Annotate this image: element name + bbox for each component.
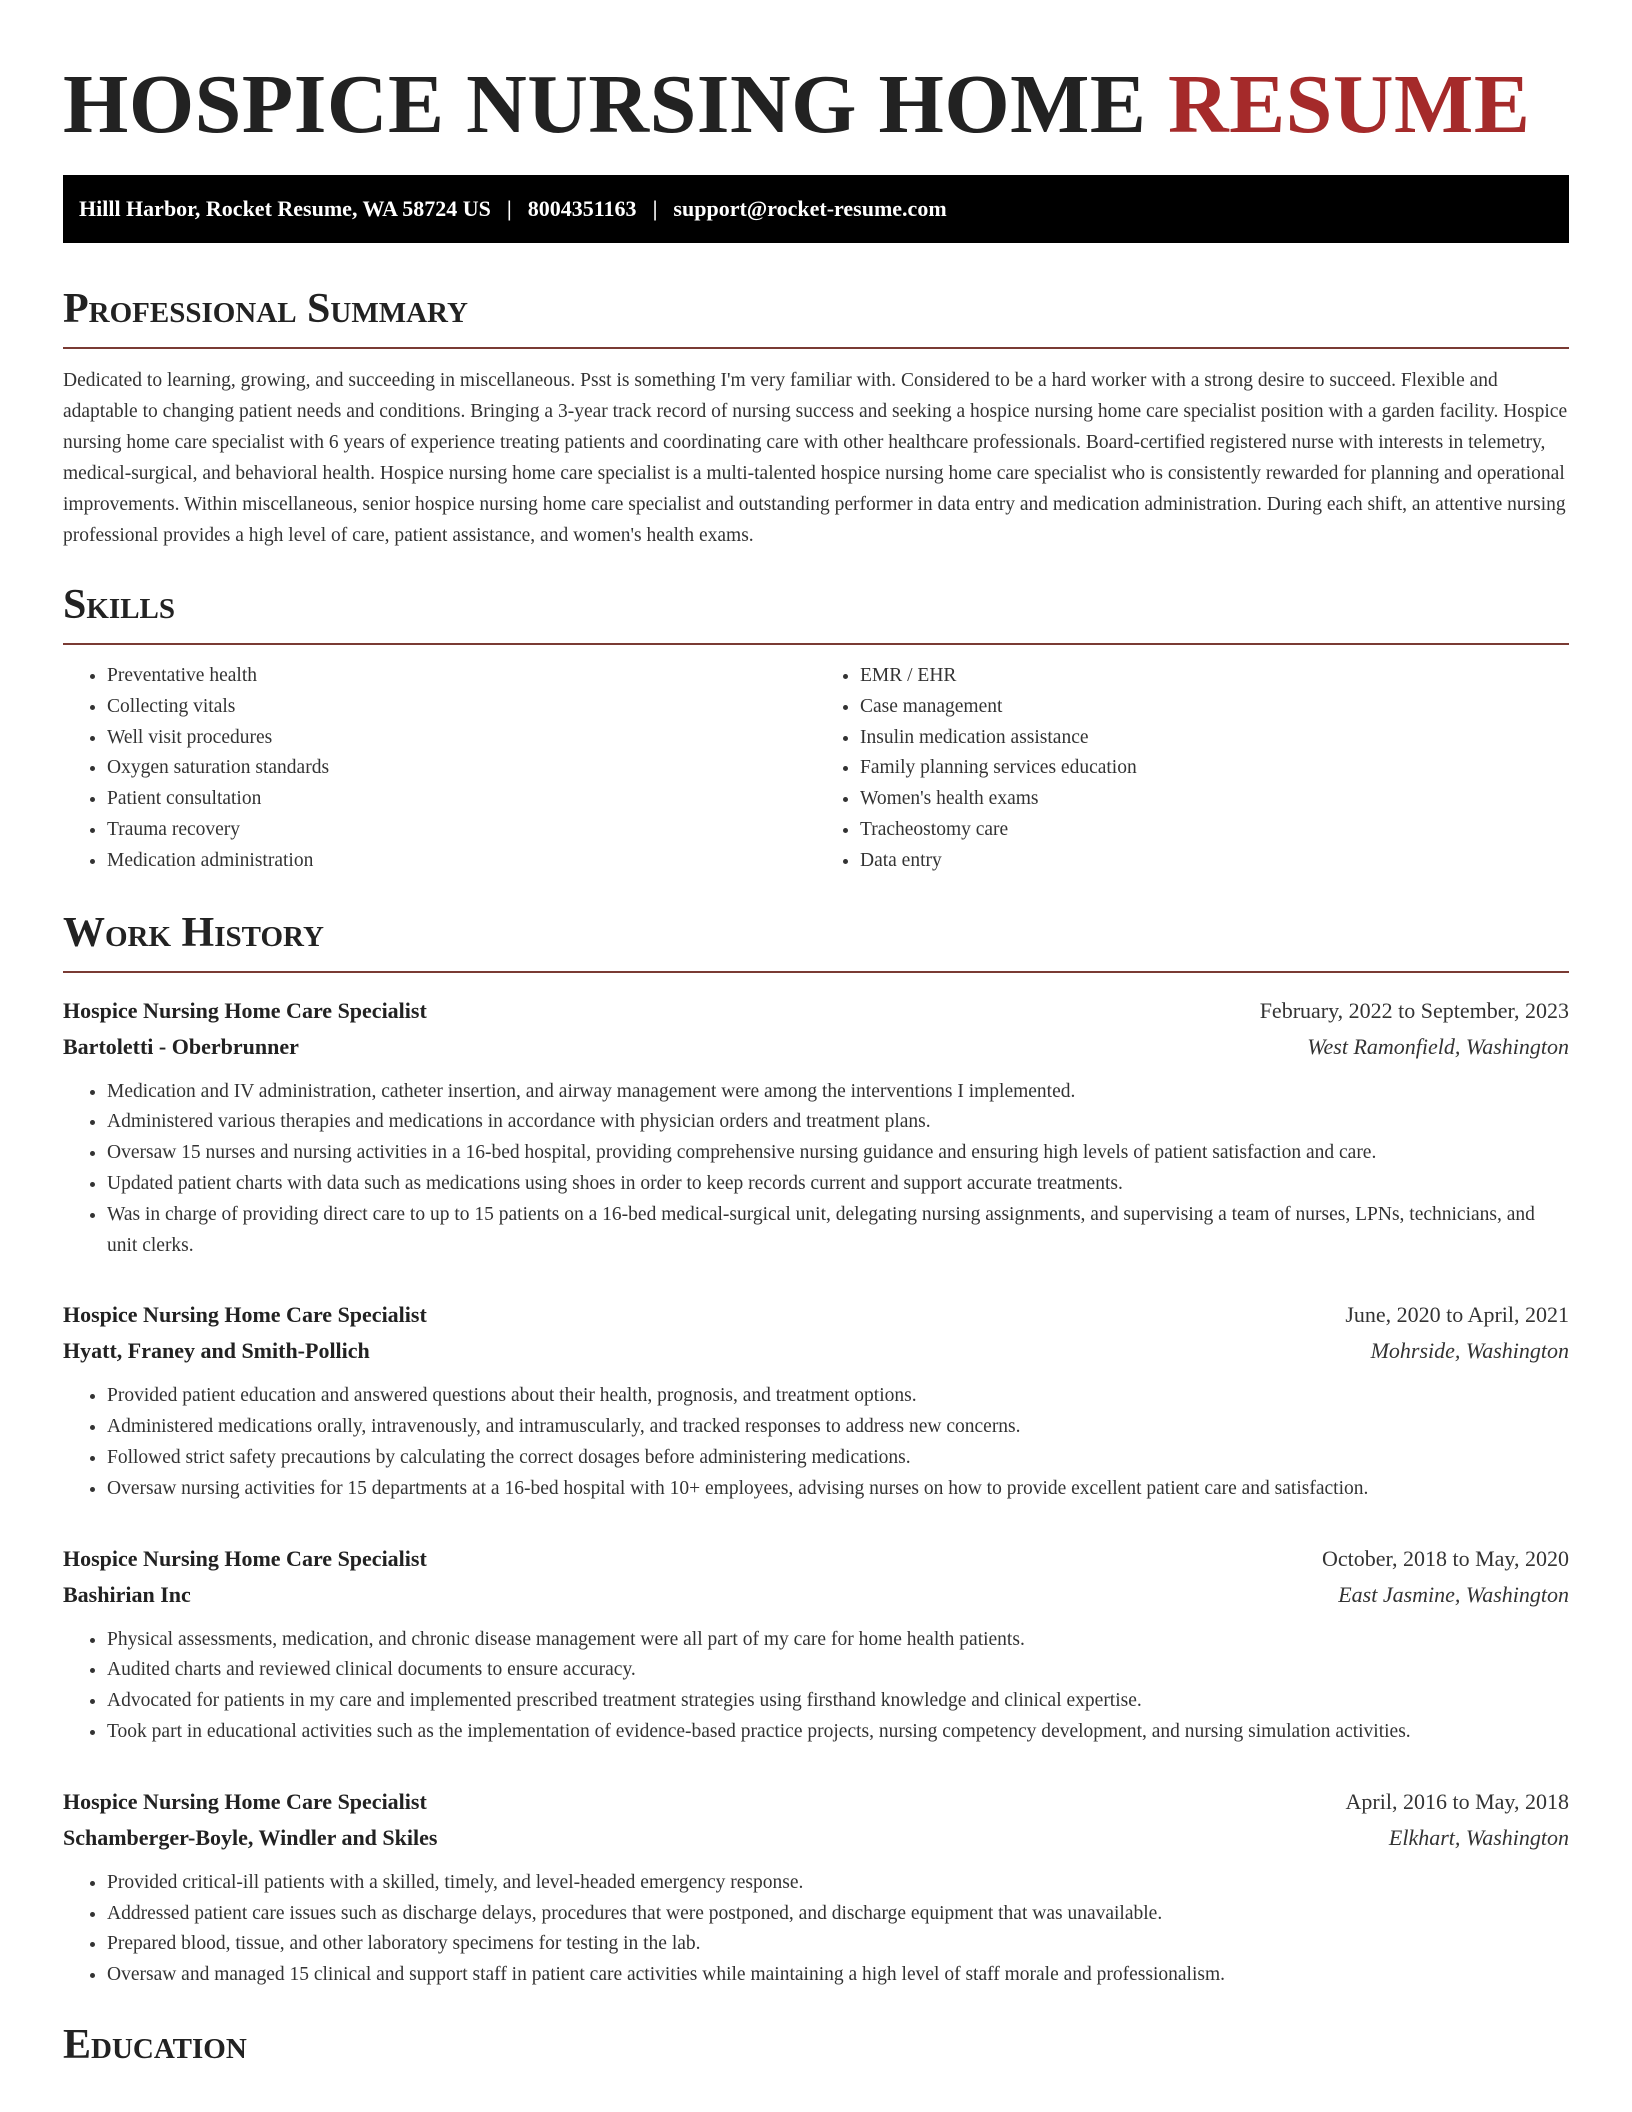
job-bullet: • Prepared blood, tissue, and other laboratory specimens for testing in the lab. [107, 1929, 1569, 1960]
professional-summary-section [63, 283, 1569, 551]
contact-email: support@rocket-resume.com [673, 196, 947, 221]
job-bullet: • Updated patient charts with data such as medications using shoes in order to keep records current and support accurate treatments. [107, 1169, 1569, 1200]
job-entry [63, 1297, 1569, 1504]
job-entry [63, 993, 1569, 1262]
job-bullets [63, 1868, 1569, 1991]
skill-item: • Trauma recovery [107, 815, 816, 846]
contact-phone: 8004351163 [527, 196, 637, 221]
section-heading: Professional Summary [63, 283, 1569, 349]
job-location: Mohrside, Washington [1370, 1338, 1569, 1364]
job-bullet: • Was in charge of providing direct care to up to 15 patients on a 16-bed medical-surgical unit, delegating nursing assignments, and supervising a team of nurses, LPNs, technicians, and unit clerks. [107, 1200, 1569, 1262]
job-dates: June, 2020 to April, 2021 [1345, 1302, 1569, 1328]
skills-section [63, 579, 1569, 877]
job-dates: February, 2022 to September, 2023 [1259, 997, 1569, 1023]
skills-list-left [63, 661, 816, 877]
job-bullet: • Oversaw 15 nurses and nursing activities in a 16-bed hospital, providing comprehensive nursing guidance and ensuring high levels of patient satisfaction and care. [107, 1138, 1569, 1169]
section-heading: Skills [63, 579, 1569, 645]
job-company: Bashirian Inc [63, 1581, 191, 1607]
job-title: Hospice Nursing Home Care Specialist [63, 1545, 427, 1571]
section-heading: Work History [63, 907, 1569, 973]
job-company: Hyatt, Franey and Smith-Pollich [63, 1338, 370, 1364]
job-bullet: • Provided critical-ill patients with a skilled, timely, and level-headed emergency response. [107, 1868, 1569, 1899]
job-dates: April, 2016 to May, 2018 [1345, 1788, 1569, 1814]
skill-item: • EMR / EHR [860, 661, 1569, 692]
skill-item: • Collecting vitals [107, 692, 816, 723]
contact-bar [63, 175, 1569, 243]
resume-title [63, 0, 1569, 155]
job-bullet: • Addressed patient care issues such as discharge delays, procedures that were postponed, and discharge equipment that was unavailable. [107, 1899, 1569, 1930]
job-header-row [63, 1784, 1569, 1820]
job-location: East Jasmine, Washington [1338, 1581, 1569, 1607]
job-entry [63, 1541, 1569, 1748]
job-entry [63, 1784, 1569, 1991]
skills-grid [63, 661, 1569, 877]
job-bullet: • Medication and IV administration, catheter insertion, and airway management were among the interventions I implemented. [107, 1077, 1569, 1108]
job-title: Hospice Nursing Home Care Specialist [63, 997, 427, 1023]
education-section [63, 2019, 1569, 2083]
job-bullets [63, 1381, 1569, 1504]
contact-separator: | [506, 196, 512, 221]
job-company-row [63, 1333, 1569, 1369]
job-bullet: • Audited charts and reviewed clinical documents to ensure accuracy. [107, 1655, 1569, 1686]
job-bullet: • Took part in educational activities such as the implementation of evidence-based practice projects, nursing competency development, and nursing simulation activities. [107, 1717, 1569, 1748]
job-bullet: • Oversaw nursing activities for 15 departments at a 16-bed hospital with 10+ employees, advising nurses on how to provide excellent patient care and satisfaction. [107, 1474, 1569, 1505]
skill-item: • Medication administration [107, 846, 816, 877]
job-company-row [63, 1820, 1569, 1856]
skill-item: • Patient consultation [107, 784, 816, 815]
job-location: West Ramonfield, Washington [1307, 1033, 1569, 1059]
job-title: Hospice Nursing Home Care Specialist [63, 1302, 427, 1328]
job-bullet: • Administered medications orally, intravenously, and intramuscularly, and tracked responses to address new concerns. [107, 1412, 1569, 1443]
skills-list-right [816, 661, 1569, 877]
skill-item: • Tracheostomy care [860, 815, 1569, 846]
summary-text: Dedicated to learning, growing, and succeeding in miscellaneous. Psst is something I'm very familiar with. Considered to be a hard worker with a strong desire to succeed. Flexible and adaptable to changing patient needs and conditions. Bringing a 3-year track record of nursing success and seeking a hospice nursing home care specialist position with a garden facility. Hospice nursing home care specialist with 6 years of experience treating patients and coordinating care with other healthcare professionals. Board-certified registered nurse with interests in telemetry, medical-surgical, and behavioral health. Hospice nursing home care specialist is a multi-talented hospice nursing home care specialist who is consistently rewarded for planning and operational improvements. Within miscellaneous, senior hospice nursing home care specialist and outstanding performer in data entry and medication administration. During each shift, an attentive nursing professional provides a high level of care, patient assistance, and women's health exams. [63, 370, 1568, 546]
job-company-row [63, 1577, 1569, 1613]
job-company-row [63, 1029, 1569, 1065]
skill-item: • Family planning services education [860, 753, 1569, 784]
job-company: Schamberger-Boyle, Windler and Skiles [63, 1824, 438, 1850]
job-header-row [63, 1541, 1569, 1577]
job-header-row [63, 993, 1569, 1029]
job-header-row [63, 1297, 1569, 1333]
job-bullet: • Oversaw and managed 15 clinical and support staff in patient care activities while maintaining a high level of staff morale and professionalism. [107, 1960, 1569, 1991]
job-bullet: • Advocated for patients in my care and implemented prescribed treatment strategies using firsthand knowledge and clinical expertise. [107, 1686, 1569, 1717]
section-heading: Education [63, 2021, 247, 2068]
title-main: HOSPICE NURSING HOME [63, 58, 1147, 151]
job-location: Elkhart, Washington [1388, 1824, 1569, 1850]
title-accent: RESUME [1167, 58, 1531, 151]
job-bullets [63, 1077, 1569, 1262]
skill-item: • Women's health exams [860, 784, 1569, 815]
contact-separator: | [652, 196, 658, 221]
skill-item: • Insulin medication assistance [860, 723, 1569, 754]
job-company: Bartoletti - Oberbrunner [63, 1033, 299, 1059]
job-bullet: • Administered various therapies and medications in accordance with physician orders and treatment plans. [107, 1107, 1569, 1138]
skill-item: • Oxygen saturation standards [107, 753, 816, 784]
work-history-section [63, 907, 1569, 1991]
job-bullets [63, 1625, 1569, 1748]
job-title: Hospice Nursing Home Care Specialist [63, 1788, 427, 1814]
skill-item: • Data entry [860, 846, 1569, 877]
skill-item: • Well visit procedures [107, 723, 816, 754]
job-bullet: • Followed strict safety precautions by calculating the correct dosages before administering medications. [107, 1443, 1569, 1474]
job-bullet: • Physical assessments, medication, and chronic disease management were all part of my care for home health patients. [107, 1625, 1569, 1656]
contact-address: Hilll Harbor, Rocket Resume, WA 58724 US [79, 196, 491, 221]
job-bullet: • Provided patient education and answered questions about their health, prognosis, and treatment options. [107, 1381, 1569, 1412]
job-dates: October, 2018 to May, 2020 [1322, 1545, 1569, 1571]
skill-item: • Preventative health [107, 661, 816, 692]
skill-item: • Case management [860, 692, 1569, 723]
